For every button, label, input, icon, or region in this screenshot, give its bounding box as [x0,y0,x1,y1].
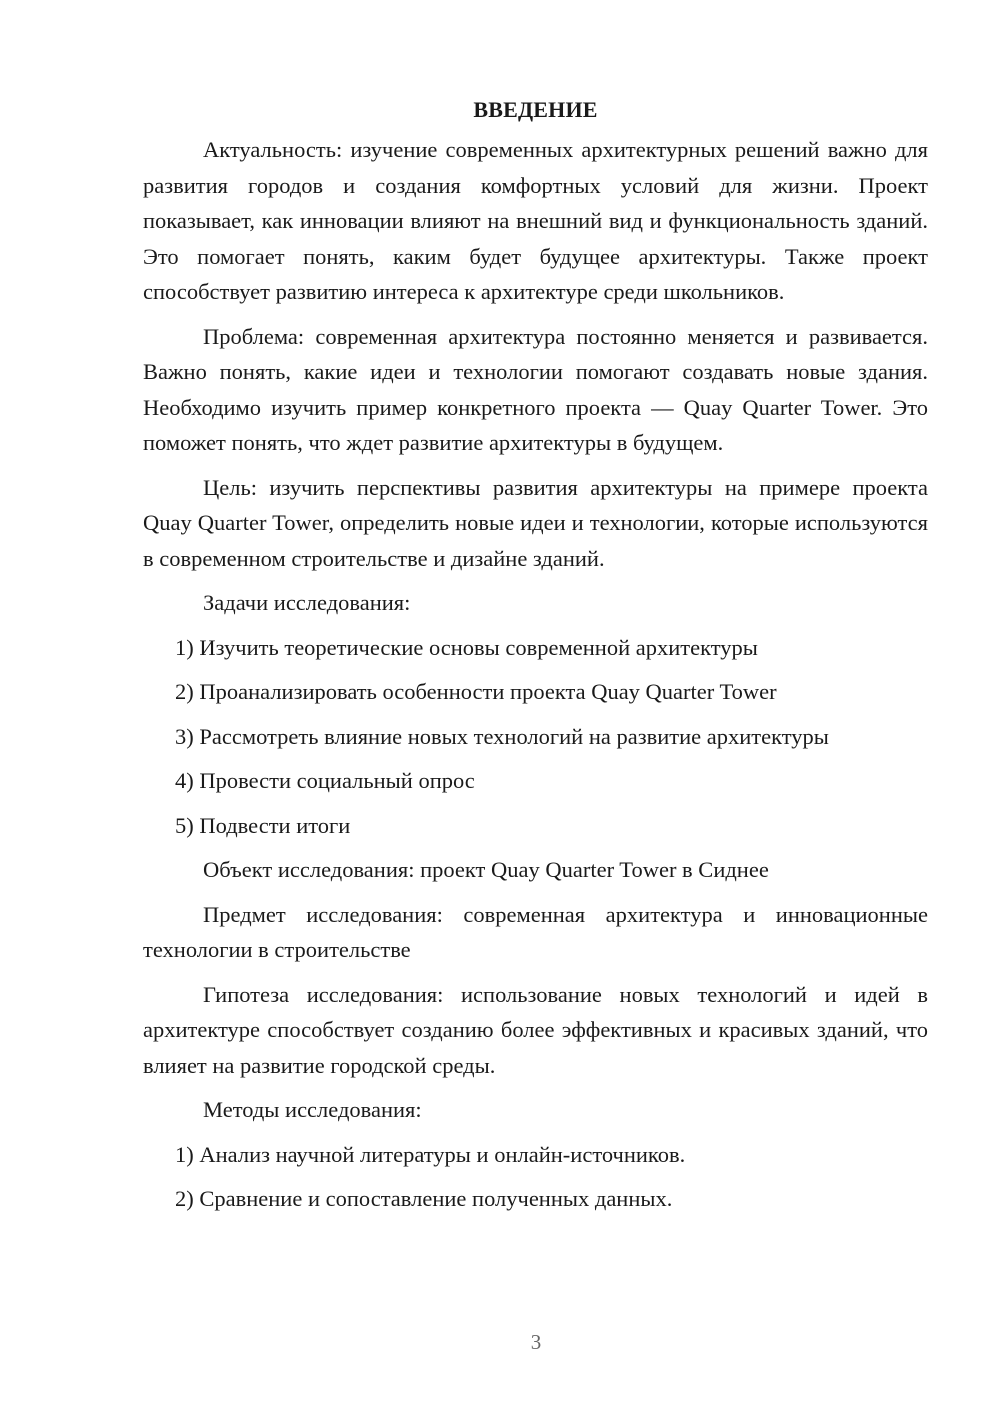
list-item: 2) Сравнение и сопоставление полученных данных. [175,1186,673,1211]
section-heading: ВВЕДЕНИЕ [473,97,598,122]
list-item: 1) Изучить теоретические основы современной архитектуры [175,634,758,660]
methods-list [143,1137,928,1217]
page-number: 3 [530,1330,542,1354]
tasks-title: Задачи исследования: [203,590,411,615]
object-paragraph: Объект исследования: проект Quay Quarter Tower в Сиднее [203,857,769,882]
subject-paragraph: Предмет исследования: современная архитектура и инновационные технологии в строительстве [143,901,928,962]
list-item: 5) Подвести итоги [175,812,351,838]
list-item: 2) Проанализировать особенности проекта Quay Quarter Tower [175,679,777,704]
relevance-paragraph: Актуальность: изучение современных архитектурных решений важно для развития городов и создания комфортных условий для жизни. Проект показывает, как инновации влияют на внешний вид и функциональность зданий. Это помогает понять, каким будет будущее архитектуры. Также проект способствует развитию интереса к архитектуре среди школьников. [143,137,928,304]
tasks-list [143,630,928,844]
methods-title: Методы исследования: [203,1097,422,1122]
list-item: 4) Провести социальный опрос [175,768,475,793]
problem-paragraph: Проблема: современная архитектура постоянно меняется и развивается. Важно понять, какие идеи и технологии помогают создавать новые здания. Необходимо изучить пример конкретного проекта — Quay Quarter Tower. Это поможет понять, что ждет развитие архитектуры в будущем. [143,323,928,455]
list-item: 3) Рассмотреть влияние новых технологий на развитие архитектуры [175,723,829,749]
document-page [143,93,928,1217]
list-item: 1) Анализ научной литературы и онлайн-источников. [175,1141,686,1167]
goal-paragraph: Цель: изучить перспективы развития архитектуры на примере проекта Quay Quarter Tower, определить новые идеи и технологии, которые используются в современном строительстве и дизайне зданий. [143,474,928,571]
hypothesis-paragraph: Гипотеза исследования: использование новых технологий и идей в архитектуре способствует созданию более эффективных и красивых зданий, что влияет на развитие городской среды. [143,981,928,1078]
